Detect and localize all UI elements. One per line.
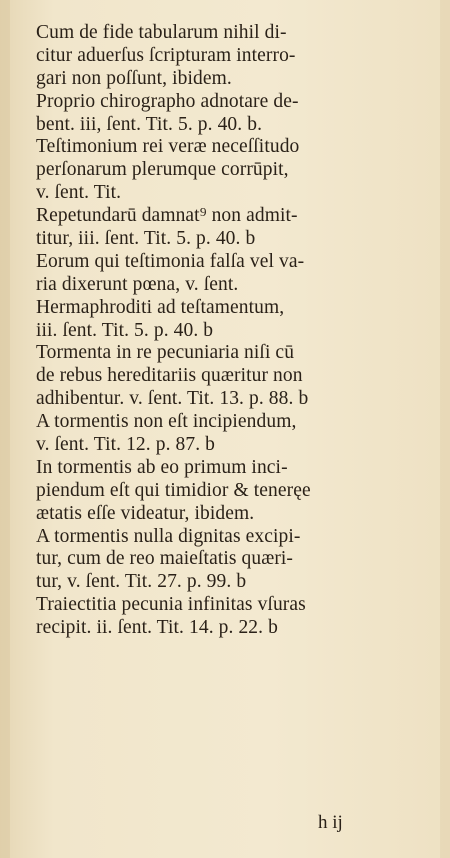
- text-line-27: recipit. ii. ſent. Tit. 14. p. 22. b: [36, 617, 278, 639]
- text-line-7: perſonarum plerumque corrūpit,: [36, 159, 289, 181]
- index-entries: [36, 22, 426, 640]
- text-line-20: In tormentis ab eo primum inci-: [36, 456, 288, 478]
- text-line-15: Tormenta in re pecuniaria niſi cū: [36, 342, 295, 364]
- text-line-14: iii. ſent. Tit. 5. p. 40. b: [36, 319, 214, 341]
- text-line-21: piendum eſt qui timidior & teneręe: [36, 479, 311, 501]
- text-line-5: bent. iii, ſent. Tit. 5. p. 40. b.: [36, 113, 263, 135]
- text-line-3: gari non poſſunt, ibidem.: [36, 67, 232, 89]
- text-line-18: A tormentis non eſt incipiendum,: [36, 411, 297, 433]
- text-line-6: Teſtimonium rei veræ neceſſitudo: [36, 136, 300, 158]
- text-line-23: A tormentis nulla dignitas excipi-: [36, 525, 301, 547]
- text-line-4: Proprio chirographo adnotare de-: [36, 90, 299, 112]
- text-line-16: de rebus hereditariis quæritur non: [36, 365, 303, 387]
- text-line-26: Traiectitia pecunia infinitas vſuras: [36, 594, 306, 616]
- text-line-1: Cum de fide tabularum nihil di-: [36, 22, 287, 43]
- text-line-25: tur, v. ſent. Tit. 27. p. 99. b: [36, 571, 247, 593]
- text-line-9: Repetundarū damnat⁹ non admit-: [36, 205, 298, 227]
- text-line-24: tur, cum de reo maieſtatis quæri-: [36, 548, 294, 570]
- text-line-13: Hermaphroditi ad teſtamentum,: [36, 296, 285, 318]
- text-line-10: titur, iii. ſent. Tit. 5. p. 40. b: [36, 228, 256, 250]
- text-line-12: ria dixerunt pœna, v. ſent.: [36, 273, 239, 295]
- signature-mark: h ij: [318, 812, 343, 833]
- text-line-11: Eorum qui teſtimonia falſa vel va-: [36, 250, 305, 272]
- text-line-2: citur aduerſus ſcripturam interro-: [36, 44, 296, 66]
- text-line-17: adhibentur. v. ſent. Tit. 13. p. 88. b: [36, 388, 309, 410]
- text-line-8: v. ſent. Tit.: [36, 182, 122, 204]
- text-line-22: ætatis eſſe videatur, ibidem.: [36, 502, 255, 524]
- text-line-19: v. ſent. Tit. 12. p. 87. b: [36, 434, 216, 456]
